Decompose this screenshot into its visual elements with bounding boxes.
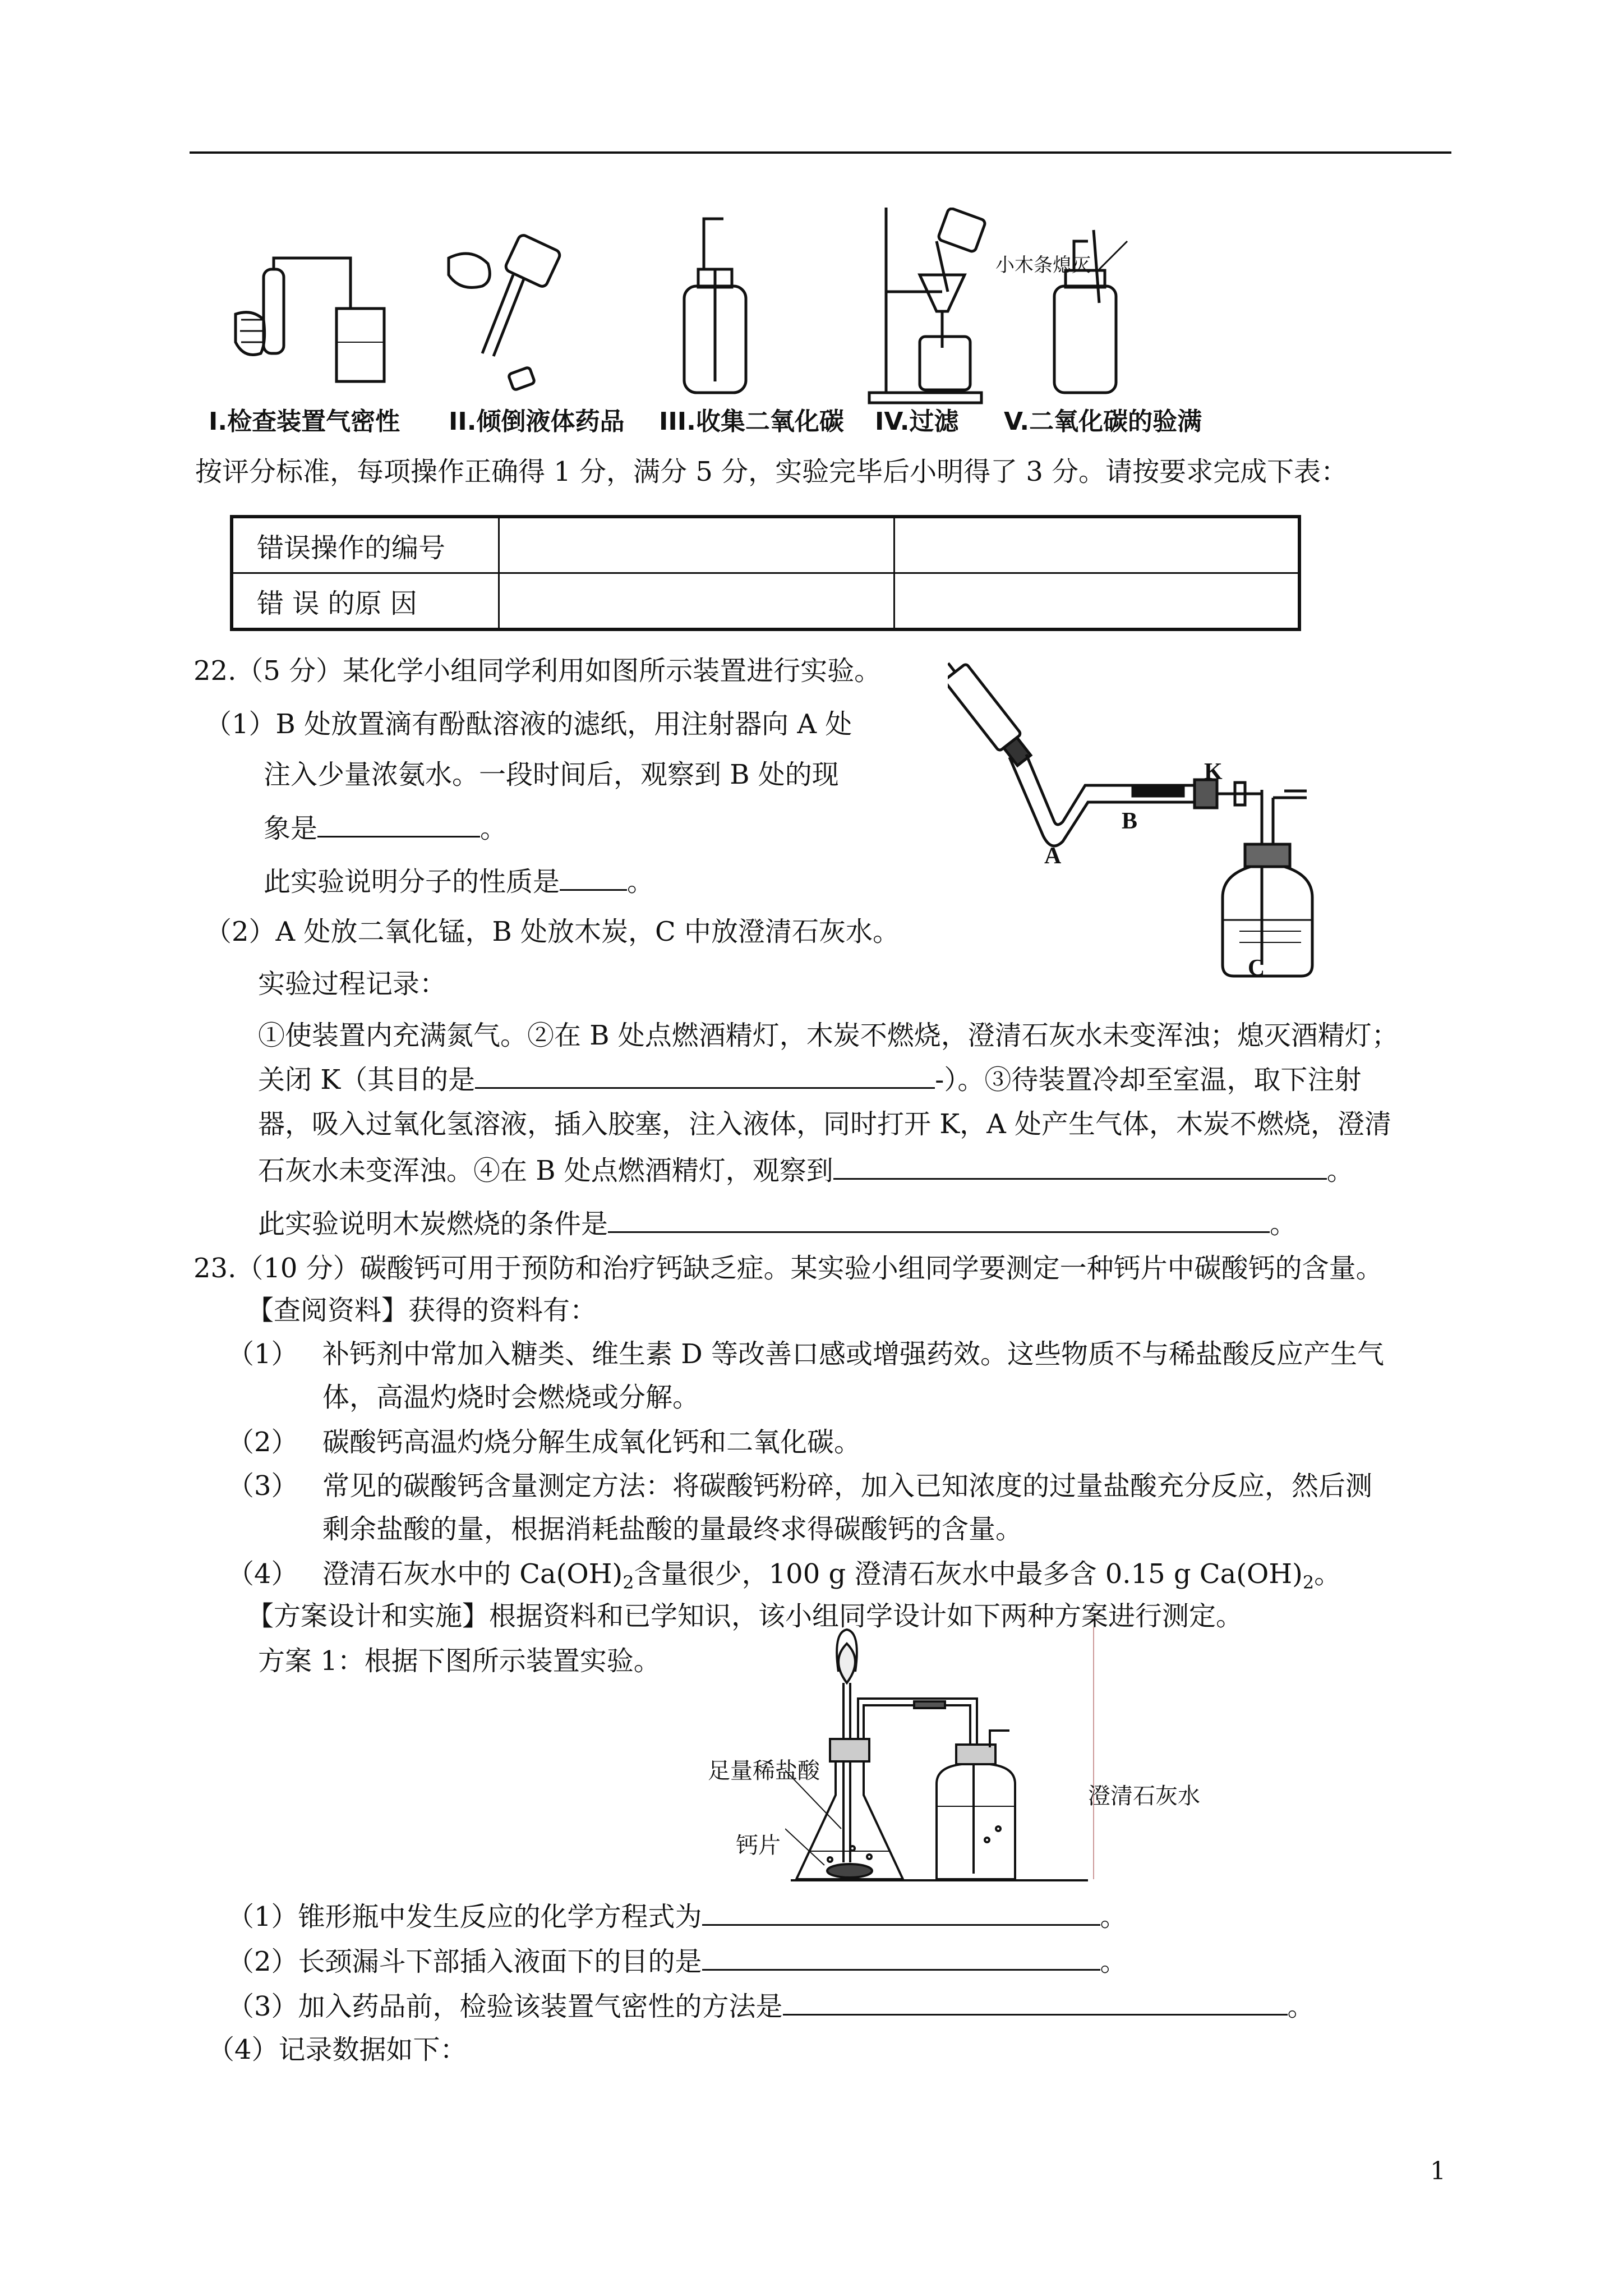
answer-cell-number-1[interactable] <box>499 517 895 573</box>
page-number: 1 <box>1430 2157 1446 2185</box>
q22-blank-phenomenon[interactable] <box>317 808 480 838</box>
q23-ref-2-num: （2） <box>227 1427 298 1458</box>
q23-ref-1-text: 补钙剂中常加入糖类、维生素 D 等改善口感或增强药效。这些物质不与稀盐酸反应产生气 <box>322 1338 1385 1370</box>
q23-ref-4-c: 。 <box>1314 1558 1341 1590</box>
pouring-liquid-drawing <box>449 233 561 390</box>
q22-p1-line3-a: 象是 <box>264 813 318 844</box>
q23-ref-3-num: （3） <box>227 1470 298 1502</box>
answer-cell-number-2[interactable] <box>895 517 1300 573</box>
q22-label-k: K <box>1204 759 1223 785</box>
answer-cell-reason-1[interactable] <box>499 573 895 630</box>
q23-title: 23.（10 分）碳酸钙可用于预防和治疗钙缺乏症。某实验小组同学要测定一种钙片中碳酸钙的含量。 <box>193 1253 1383 1284</box>
q22-p2-line7-a: 此实验说明木炭燃烧的条件是 <box>258 1208 608 1240</box>
q22-p2-line6-b: 。 <box>1326 1155 1354 1186</box>
q22-label-c: C <box>1248 955 1265 981</box>
collecting-co2-drawing <box>684 219 746 393</box>
q23-sub1-b: 。 <box>1100 1901 1127 1932</box>
answer-cell-reason-2[interactable] <box>895 573 1300 630</box>
q22-p2-line5: 器，吸入过氧化氢溶液，插入胶塞，注入液体，同时打开 K，A 处产生气体，木炭不燃烧，澄清 <box>258 1108 1392 1140</box>
stick-extinguished-label: 小木条熄灭 <box>995 255 1091 276</box>
row-label-reason: 错 误 的原 因 <box>232 573 499 630</box>
q23-blank-purpose[interactable] <box>702 1941 1100 1971</box>
answer-table <box>230 515 1301 631</box>
q23-ref-4-b: 含量很少，100 g 澄清石灰水中最多含 0.15 g Ca(OH) <box>634 1558 1303 1590</box>
q23-sub2 <box>227 1941 1127 1982</box>
q23-ref-4-a: 澄清石灰水中的 Ca(OH) <box>322 1558 623 1590</box>
q22-p1-line3-b: 。 <box>480 813 508 844</box>
q23-ref-heading: 【查阅资料】获得的资料有： <box>247 1295 597 1326</box>
q22-label-b: B <box>1122 808 1138 834</box>
q22-p1-line4 <box>264 861 654 902</box>
q22-p2-line6 <box>258 1150 1354 1191</box>
caption-pouring: II.倾倒液体药品 <box>449 407 625 436</box>
caption-airtightness: I.检查装置气密性 <box>209 407 400 436</box>
q23-ref-3-text: 常见的碳酸钙含量测定方法：将碳酸钙粉碎，加入已知浓度的过量盐酸充分反应，然后测 <box>322 1470 1373 1502</box>
scoring-text: 按评分标准，每项操作正确得 1 分，满分 5 分，实验完毕后小明得了 3 分。请按要求完成下表： <box>195 456 1348 487</box>
q23-ref-4-num: （4） <box>227 1558 298 1590</box>
q23-sub4: （4）记录数据如下： <box>208 2034 467 2065</box>
filtration-drawing <box>869 208 986 403</box>
q22-p1-line1: （1）B 处放置滴有酚酞溶液的滤纸，用注射器向 A 处 <box>205 708 852 740</box>
q22-blank-observation[interactable] <box>833 1150 1327 1180</box>
q23-ref-4-sub-1: 2 <box>623 1572 634 1593</box>
q23-design: 【方案设计和实施】根据资料和已学知识，该小组同学设计如下两种方案进行测定。 <box>247 1600 1243 1632</box>
q22-p1-line3 <box>264 808 507 849</box>
label-hydrochloric-acid: 足量稀盐酸 <box>708 1758 820 1784</box>
q22-p2-line2: 实验过程记录： <box>258 968 447 1000</box>
airtightness-check-drawing <box>236 258 384 381</box>
q23-sub2-a: （2）长颈漏斗下部插入液面下的目的是 <box>227 1946 702 1977</box>
label-limewater: 澄清石灰水 <box>1088 1783 1200 1809</box>
q22-p2-line3: ①使装置内充满氮气。②在 B 处点燃酒精灯，木炭不燃烧，澄清石灰水未变浑浊；熄灭酒精灯； <box>258 1020 1399 1051</box>
q22-p2-line4-a: 关闭 K（其目的是 <box>258 1064 476 1096</box>
q22-blank-property[interactable] <box>560 861 627 891</box>
q23-sub3-a: （3）加入药品前，检验该装置气密性的方法是 <box>227 1991 783 2022</box>
q22-p2-line1: （2）A 处放二氧化锰，B 处放木炭，C 中放澄清石灰水。 <box>205 916 900 947</box>
q22-label-a: A <box>1044 843 1062 869</box>
q22-p1-line2: 注入少量浓氨水。一段时间后，观察到 B 处的现 <box>264 759 839 790</box>
caption-filtration: IV.过滤 <box>875 407 959 436</box>
q23-ref-4-sub-2: 2 <box>1302 1572 1315 1593</box>
q22-blank-condition[interactable] <box>608 1203 1270 1233</box>
q23-ref-4-text <box>322 1554 1341 1603</box>
q22-p2-line6-a: 石灰水未变浑浊。④在 B 处点燃酒精灯，观察到 <box>258 1155 833 1186</box>
caption-co2-full: V.二氧化碳的验满 <box>1004 407 1202 436</box>
q23-ref-1-cont: 体，高温灼烧时会燃烧或分解。 <box>322 1382 700 1413</box>
label-calcium-tablet: 钙片 <box>736 1833 781 1858</box>
q23-apparatus-figure <box>785 1627 1099 1890</box>
q22-p2-line4 <box>258 1059 1361 1100</box>
q23-blank-equation[interactable] <box>702 1896 1100 1926</box>
q23-sub2-b: 。 <box>1100 1946 1127 1977</box>
header-rule <box>190 151 1451 154</box>
q23-blank-airtightness[interactable] <box>783 1986 1288 2016</box>
q23-sub1 <box>227 1896 1127 1937</box>
q23-sub3-b: 。 <box>1287 1991 1315 2022</box>
q23-sub3 <box>227 1986 1315 2027</box>
q22-p2-line4-b: -）。③待装置冷却至室温，取下注射 <box>935 1064 1362 1096</box>
q23-ref-1-num: （1） <box>227 1338 298 1370</box>
q22-p1-line4-a: 此实验说明分子的性质是 <box>264 866 560 898</box>
q23-sub1-a: （1）锥形瓶中发生反应的化学方程式为 <box>227 1901 702 1932</box>
operations-figure <box>224 208 1256 432</box>
q22-p2-line7-b: 。 <box>1270 1208 1297 1240</box>
q23-ref-3-cont: 剩余盐酸的量，根据消耗盐酸的量最终求得碳酸钙的含量。 <box>322 1513 1023 1545</box>
q22-title: 22.（5 分）某化学小组同学利用如图所示装置进行实验。 <box>193 655 882 687</box>
caption-collecting: III.收集二氧化碳 <box>659 407 844 436</box>
q22-blank-purpose[interactable] <box>475 1059 935 1089</box>
q23-ref-2-text: 碳酸钙高温灼烧分解生成氧化钙和二氧化碳。 <box>322 1427 861 1458</box>
q22-p1-line4-b: 。 <box>627 866 654 898</box>
q22-p2-line7 <box>258 1203 1297 1244</box>
q23-plan1: 方案 1：根据下图所示装置实验。 <box>258 1645 661 1677</box>
row-label-number: 错误操作的编号 <box>232 517 499 573</box>
